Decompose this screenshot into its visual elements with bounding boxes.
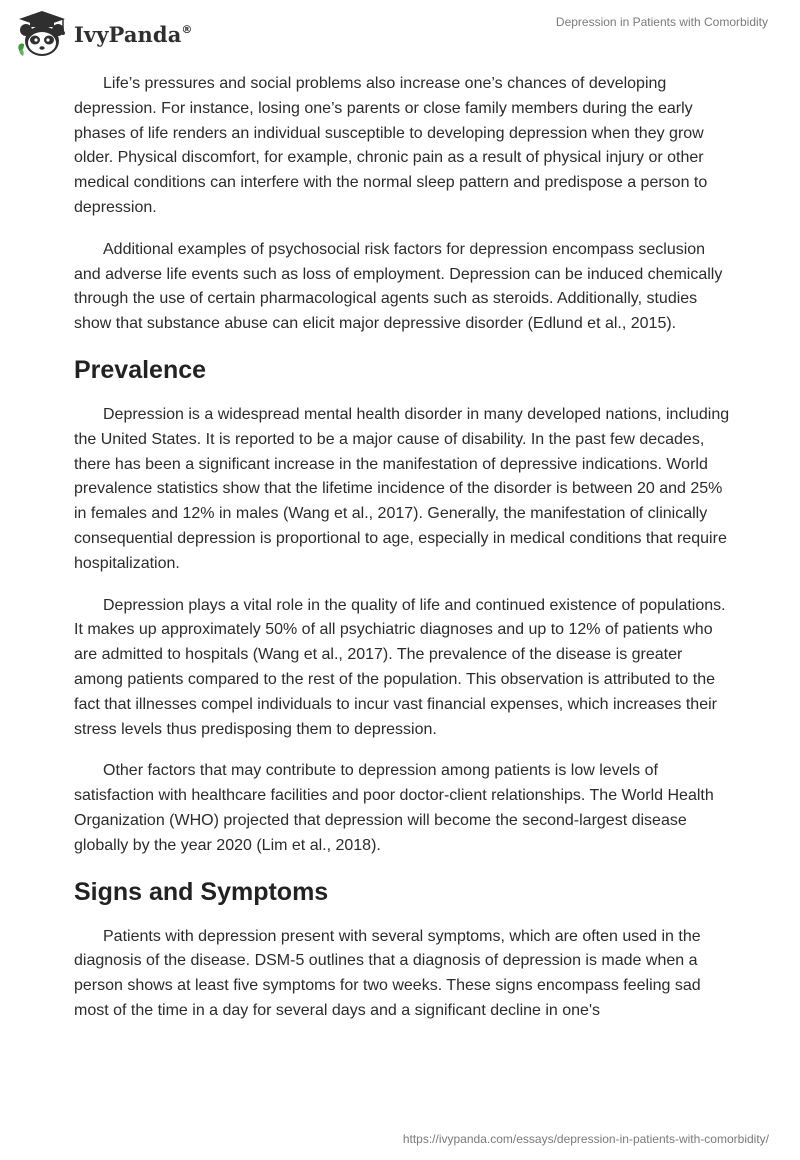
source-url[interactable]: https://ivypanda.com/essays/depression-in-patients-with-comorbidity/ xyxy=(402,1132,769,1146)
paragraph: Additional examples of psychosocial risk factors for depression encompass seclusion and adverse life events such as loss of employment. Depression can be induced chemically through the use of certain pharmacological agents such as steroids. Additionally, studies show that substance abuse can elicit major depressive disorder (Edlund et al., 2015). xyxy=(74,240,723,333)
paragraph: Depression is a widespread mental health disorder in many developed nations, including the United States. It is reported to be a major cause of disability. In the past few decades, there has been a significant increase in the manifestation of depressive indications. World prevalence statistics show that the lifetime incidence of the disorder is between 20 and 25% in females and 12% in males (Wang et al., 2017). Generally, the manifestation of clinically consequential depression is proportional to age, especially in medical conditions that require hospitalization. xyxy=(74,405,730,572)
essay-content xyxy=(74,72,734,1041)
document-title: Depression in Patients with Comorbidity xyxy=(555,15,768,29)
paragraph: Other factors that may contribute to depression among patients is low levels of satisfaction with healthcare facilities and poor doctor-client relationships. The World Health Organization (WHO) projected that depression will become the second-largest disease globally by the year 2020 (Lim et al., 2018). xyxy=(74,762,714,854)
section-heading-signs-symptoms: Signs and Symptoms xyxy=(74,877,329,906)
paragraph: Depression plays a vital role in the quality of life and continued existence of populations. It makes up approximately 50% of all psychiatric diagnoses and up to 12% of patients who are admitted to hospitals (Wang et al., 2017). The prevalence of the disease is greater among patients compared to the rest of the population. This observation is attributed to the fact that illnesses compel individuals to incur vast financial expenses, which increases their stress levels thus predisposing them to depression. xyxy=(74,596,726,738)
panda-graduate-icon xyxy=(14,8,70,60)
page-header xyxy=(0,0,800,68)
section-heading-prevalence: Prevalence xyxy=(74,355,207,384)
paragraph: Life’s pressures and social problems also increase one’s chances of developing depression. For instance, losing one’s parents or close family members during the early phases of life renders an individual susceptible to developing depression when they grow older. Physical discomfort, for example, chronic pain as a result of physical injury or other medical conditions can interfere with the normal sleep pattern and predispose a person to depression. xyxy=(74,75,708,216)
brand-name: IvyPanda® xyxy=(74,21,193,47)
paragraph: Patients with depression present with several symptoms, which are often used in the diagnosis of the disease. DSM-5 outlines that a diagnosis of depression is made when a person shows at least five symptoms for two weeks. These signs encompass feeling sad most of the time in a day for several days and a significant decline in one's xyxy=(74,927,701,1019)
registered-mark: ® xyxy=(181,22,193,36)
ivypanda-logo[interactable] xyxy=(14,8,193,60)
